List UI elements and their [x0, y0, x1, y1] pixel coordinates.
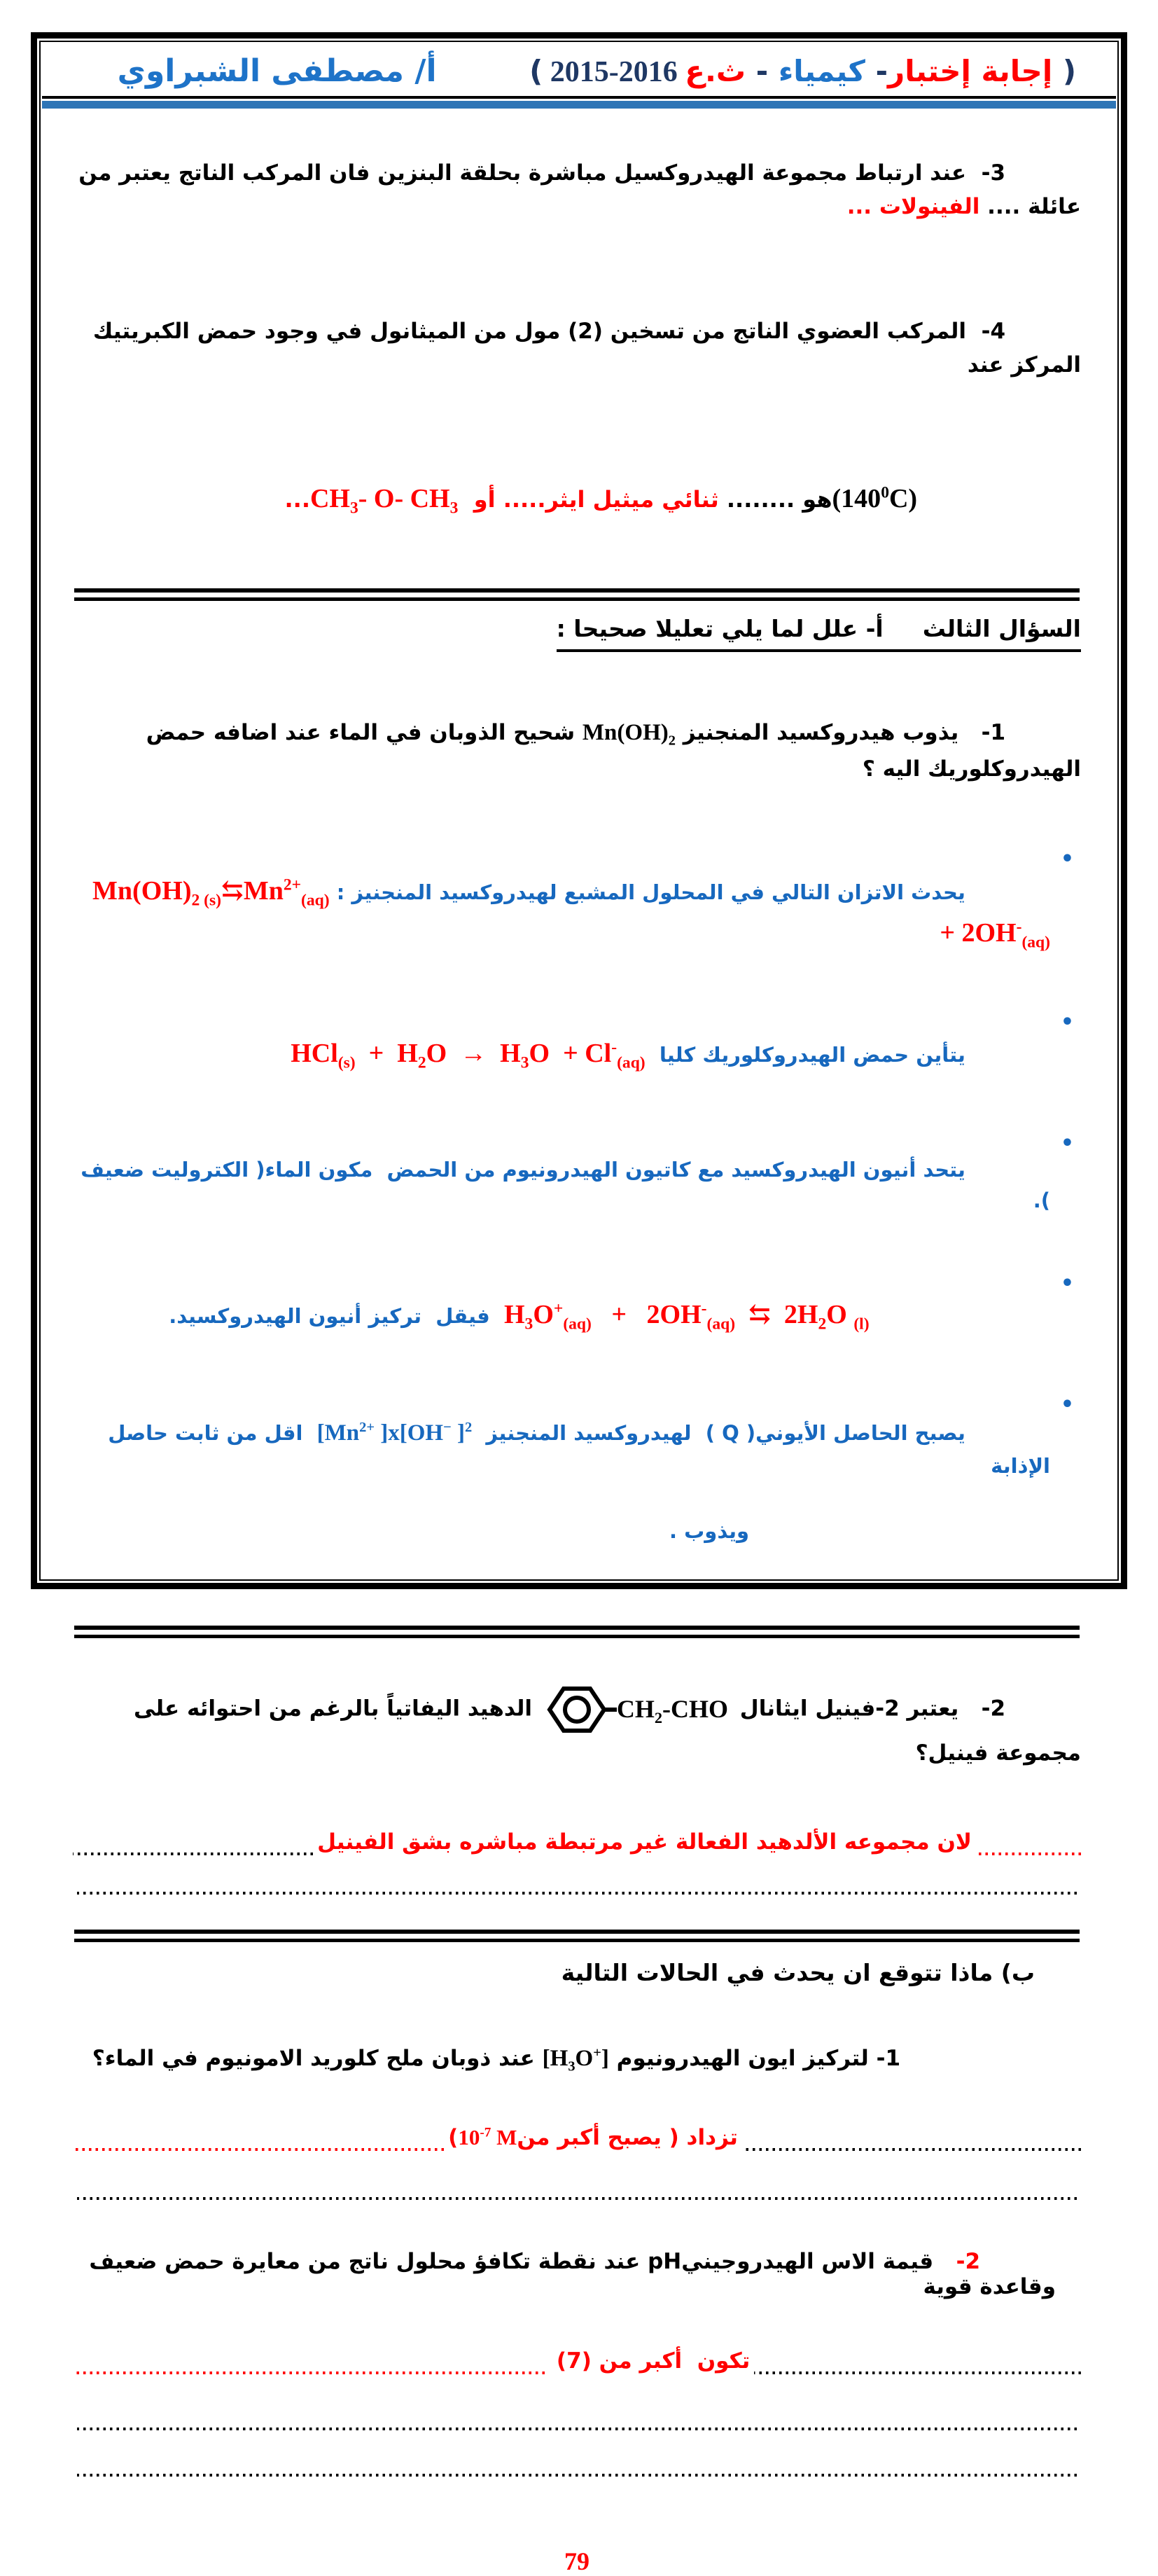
- page-border-inner: [39, 41, 1119, 2576]
- question-3-text: 3- عند ارتباط مجموعة الهيدروكسيل مباشرة بحلقة البنزين فان المركب الناتج يعتبر من عائلة: [71, 160, 1081, 220]
- expl5-arabic-1: يصبح الحاصل الأيوني( Q ) لهيدروكسيد المنجنيز: [472, 1421, 965, 1446]
- page-title: [501, 54, 1105, 89]
- q4-dots2: .....: [495, 485, 546, 513]
- expl2-arabic: يتأين حمض الهيدروكلوريك كليا: [645, 1043, 965, 1067]
- explanation-item-1: [73, 840, 1074, 985]
- title-dash1: -: [865, 53, 888, 88]
- equilibrium-equation: $Mn(OH)_{2 (s)}⇆Mn^{2+}_{(aq)} + 2OH^-_{(aq)}$: [85, 875, 1050, 952]
- q4-answer-arabic: ثنائي ميثيل ايثر: [545, 485, 719, 513]
- manganese-hydroxide-formula: $Mn(OH)_2$: [582, 719, 676, 749]
- expl5-arabic-3-line: [73, 1516, 749, 1547]
- q2-pre: 2- يعتبر 2-فينيل ايثانال: [732, 1696, 1006, 1722]
- title-grade: ث.ع: [685, 53, 746, 88]
- question-3: [73, 123, 1081, 257]
- bq2-number: 2-: [956, 2249, 981, 2275]
- benzene-ring-icon: [544, 1683, 617, 1736]
- blank-dotted-line-1: [77, 1892, 1077, 1895]
- section-divider-3: [74, 1930, 1080, 1942]
- blank-dotted-line-2: [77, 2197, 1077, 2200]
- s3q1-post: شحيح الذوبان في الماء عند اضافه حمض الهيدروكلوريك اليه ؟: [138, 719, 1081, 782]
- header-black-rule: [42, 96, 1116, 99]
- title-answer-exam: إجابة إختبار: [888, 53, 1053, 88]
- water-formation-equation: $H_3O^+_{(aq)} + 2OH^-_{(aq)}$ ⇆ $2H_2O$ $_{(l)}$: [503, 1299, 870, 1334]
- title-paren-close: ): [529, 53, 543, 88]
- question-3-answer: الفينولات: [879, 194, 980, 220]
- explanation-item-3: [73, 1125, 1074, 1247]
- dots-left-red: [73, 2126, 444, 2151]
- q4-or-label: أو: [458, 485, 496, 513]
- dimethyl-ether-formula: $CH_3-$ O- $CH_3$: [309, 483, 459, 518]
- expl4-arabic: فيقل تركيز أنيون الهيدروكسيد.: [169, 1304, 504, 1329]
- ba1-post: ): [448, 2124, 459, 2150]
- page-content: [41, 123, 1117, 2576]
- ionic-product-expression: [$Mn^{2+}$ ]x[OH− ]$^2$: [316, 1420, 473, 1446]
- hcl-ionization-equation: $HCl_{(s)} + H_2O \to H_3O + Cl^-_{(aq)}$: [291, 1038, 646, 1073]
- section-b-answer-1: [448, 2124, 738, 2151]
- explanation-item-4: [73, 1265, 1074, 1368]
- dots-right-black: [742, 2126, 1081, 2151]
- blank-dotted-line-3: [77, 2428, 1077, 2430]
- phenyl-ethanal-structure: [544, 1683, 728, 1736]
- expl5-arabic-3: ويذوب .: [669, 1518, 749, 1543]
- section-3-heading: [73, 615, 1081, 652]
- section-b-question-2: [73, 2224, 1056, 2325]
- howa-label: هو: [795, 485, 832, 513]
- blank-dotted-line-4: [77, 2474, 1077, 2477]
- title-subject: كيمياء: [778, 53, 865, 88]
- section-b-answer-2: تكون أكبر من (7): [549, 2348, 751, 2374]
- question-4-text: 4- المركب العضوي الناتج من تسخين (2) مول من الميثانول في وجود حمض الكبريتيك المركز عند: [85, 319, 1081, 378]
- dots-left-red-2: [73, 2349, 545, 2374]
- section-3-title: السؤال الثالث: [922, 614, 1081, 642]
- q4-dots3: ...: [284, 485, 310, 513]
- hydronium-ion-formula: $[H_3O^+]$: [542, 2045, 609, 2075]
- dots-right-red: [976, 1830, 1081, 1855]
- title-dash2: -: [746, 53, 779, 88]
- expl3-arabic: يتحد أنيون الهيدروكسيد مع كاتيون الهيدرونيوم من الحمض مكون الماء( الكتروليت ضعيف ).: [74, 1158, 1050, 1212]
- bq1-pre: 1- لتركيز ايون الهيدرونيوم: [608, 2046, 901, 2072]
- section-b-answer-1-line: [73, 2124, 1081, 2151]
- section-b-question-1: [73, 2020, 976, 2100]
- expl5-arabic-2: اقل من ثابت حاصل الإذابة: [101, 1421, 1050, 1478]
- dots-right-black-2: [754, 2349, 1081, 2374]
- bq1-post: عند ذوبان ملح كلوريد الامونيوم في الماء؟: [92, 2046, 543, 2072]
- section-b-heading: ب) ماذا تتوقع ان يحدث في الحالات التالية: [561, 1959, 1035, 1987]
- section-divider-2: [74, 1626, 1080, 1638]
- question-2-phenyl: [73, 1648, 1081, 1806]
- explanation-list: [73, 840, 1081, 1607]
- ten-minus-seven-molar: $10^{-7}$ M: [458, 2124, 517, 2149]
- question-2-answer: لان مجموعه الألدهيد الفعالة غير مرتبطة مباشره بشق الفينيل: [317, 1829, 972, 1855]
- q4-dots1: ........: [718, 485, 795, 513]
- q2-post: الدهيد اليفاتياً بالرغم من احتوائه على مجموعة فينيل؟: [126, 1696, 1081, 1766]
- temperature-formula: $(140^0C)$: [832, 483, 918, 513]
- title-years: 2015-2016: [543, 55, 685, 88]
- section-3-question-1: [73, 681, 1081, 819]
- section-b-answer-2-line: [73, 2348, 1081, 2374]
- question-4: [73, 281, 1081, 415]
- ch2cho-formula: $CH_2$-CHO: [616, 1694, 728, 1726]
- question-4-answer-line: [73, 443, 1081, 555]
- expl1-arabic: يحدث الاتزان التالي في المحلول المشبع لهيدروكسيد المنجنيز :: [329, 880, 965, 904]
- page-number: 79: [564, 2547, 590, 2576]
- question-2-answer-line: [73, 1829, 1081, 1855]
- section-3-subtitle: أ- علل لما يلي تعليلا صحيحا :: [556, 614, 884, 642]
- s3q1-pre: 1- يذوب هيدروكسيد المنجنيز: [675, 719, 1006, 745]
- dots-left-black: [73, 1830, 313, 1855]
- section-3-heading-underlined: [557, 615, 1081, 652]
- page-header: [41, 42, 1117, 95]
- section-divider-1: [74, 588, 1080, 601]
- explanation-item-5: [73, 1386, 1074, 1608]
- explanation-item-2: [73, 1004, 1074, 1107]
- page-border-frame: [31, 32, 1127, 2576]
- title-paren-open: (: [1052, 53, 1077, 88]
- bq2-text: قيمة الاس الهيدروجينيpH عند نقطة تكافؤ محلول ناتج من معايرة حمض ضعيف وقاعدة قوية: [81, 2249, 1056, 2300]
- ba1-pre: تزداد ( يصبح أكبر من: [517, 2124, 738, 2150]
- question-3-dots-after: ...: [846, 194, 879, 220]
- question-3-dots: ....: [979, 194, 1021, 220]
- teacher-name: أ/ مصطفى الشبراوي: [117, 53, 437, 89]
- header-blue-bar: [42, 101, 1116, 109]
